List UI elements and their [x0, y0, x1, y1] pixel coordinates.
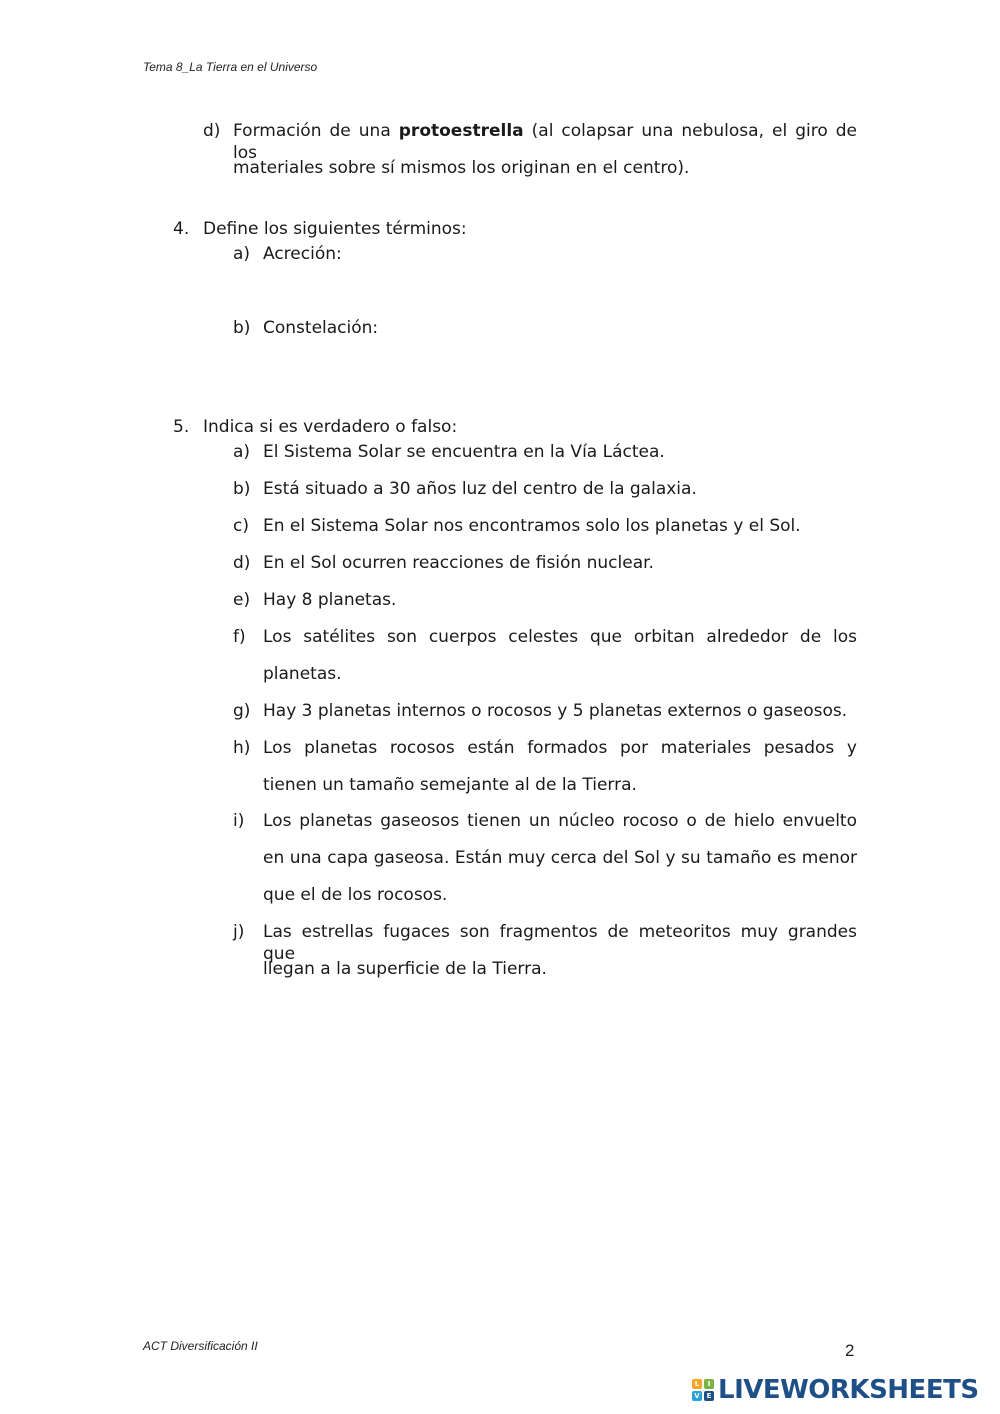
- q5-item-a-marker: a): [233, 442, 251, 462]
- q5-item-d-marker: d): [233, 553, 251, 573]
- q5-item-e-marker: e): [233, 590, 251, 610]
- item-d-line-2: materiales sobre sí mismos los originan en el centro).: [233, 158, 690, 178]
- q5-item-b-marker: b): [233, 479, 251, 499]
- liveworksheets-logo[interactable]: [692, 1375, 979, 1405]
- q5-item-j-text-2: llegan a la superficie de la Tierra.: [263, 959, 547, 979]
- q5-item-h-marker: h): [233, 738, 251, 758]
- q5-item-i-text-2: en una capa gaseosa. Están muy cerca del Sol y su tamaño es menor: [263, 848, 857, 868]
- q5-item-j-text-1: Las estrellas fugaces son fragmentos de meteoritos muy grandes que: [263, 922, 857, 964]
- item-d-marker: d): [203, 121, 221, 141]
- q5-item-j-marker: j): [233, 922, 245, 942]
- page-footer: ACT Diversificación II: [143, 1339, 258, 1353]
- q4-item-a-marker: a): [233, 244, 251, 264]
- logo-letter-i: I: [704, 1379, 714, 1389]
- q4-answer-b[interactable]: [263, 342, 857, 406]
- q5-item-g-text: Hay 3 planetas internos o rocosos y 5 planetas externos o gaseosos.: [263, 701, 848, 721]
- q5-item-a-text: El Sistema Solar se encuentra en la Vía Láctea.: [263, 442, 665, 462]
- q4-item-b-marker: b): [233, 318, 251, 338]
- q4-answer-a[interactable]: [263, 268, 857, 312]
- q5-item-c-text: En el Sistema Solar nos encontramos solo los planetas y el Sol.: [263, 516, 801, 536]
- liveworksheets-wordmark: LIVEWORKSHEETS: [718, 1375, 979, 1405]
- q5-item-c-marker: c): [233, 516, 249, 536]
- q5-item-f-marker: f): [233, 627, 246, 647]
- q4-item-a-text: Acreción:: [263, 244, 342, 264]
- q5-item-d-text: En el Sol ocurren reacciones de fisión nuclear.: [263, 553, 654, 573]
- item-d-bold-term: protoestrella: [398, 121, 524, 141]
- q5-item-f-text-2: planetas.: [263, 664, 342, 684]
- liveworksheets-mark-icon: [692, 1379, 714, 1401]
- q5-item-e-text: Hay 8 planetas.: [263, 590, 397, 610]
- page-number: 2: [845, 1341, 855, 1360]
- logo-letter-v: V: [692, 1391, 702, 1401]
- item-d-prefix: Formación de una: [233, 121, 399, 141]
- q5-item-i-marker: i): [233, 811, 245, 831]
- q5-item-h-text-2: tienen un tamaño semejante al de la Tierra.: [263, 775, 637, 795]
- q4-text: Define los siguientes términos:: [203, 219, 467, 239]
- q5-item-f-text-1: Los satélites son cuerpos celestes que orbitan alrededor de los: [263, 627, 857, 647]
- q5-text: Indica si es verdadero o falso:: [203, 417, 458, 437]
- q4-number: 4.: [173, 219, 190, 239]
- logo-letter-l: L: [692, 1379, 702, 1389]
- q5-item-b-text: Está situado a 30 años luz del centro de la galaxia.: [263, 479, 697, 499]
- page-header: Tema 8_La Tierra en el Universo: [143, 60, 318, 74]
- q5-item-g-marker: g): [233, 701, 251, 721]
- q5-number: 5.: [173, 417, 190, 437]
- q4-item-b-text: Constelación:: [263, 318, 379, 338]
- logo-letter-e: E: [704, 1391, 714, 1401]
- item-d-suffix: (al colapsar una nebulosa, el giro de los: [233, 121, 857, 163]
- q5-item-i-text-3: que el de los rocosos.: [263, 885, 448, 905]
- q5-item-i-text-1: Los planetas gaseosos tienen un núcleo rocoso o de hielo envuelto: [263, 811, 857, 831]
- q5-item-h-text-1: Los planetas rocosos están formados por materiales pesados y: [263, 738, 857, 758]
